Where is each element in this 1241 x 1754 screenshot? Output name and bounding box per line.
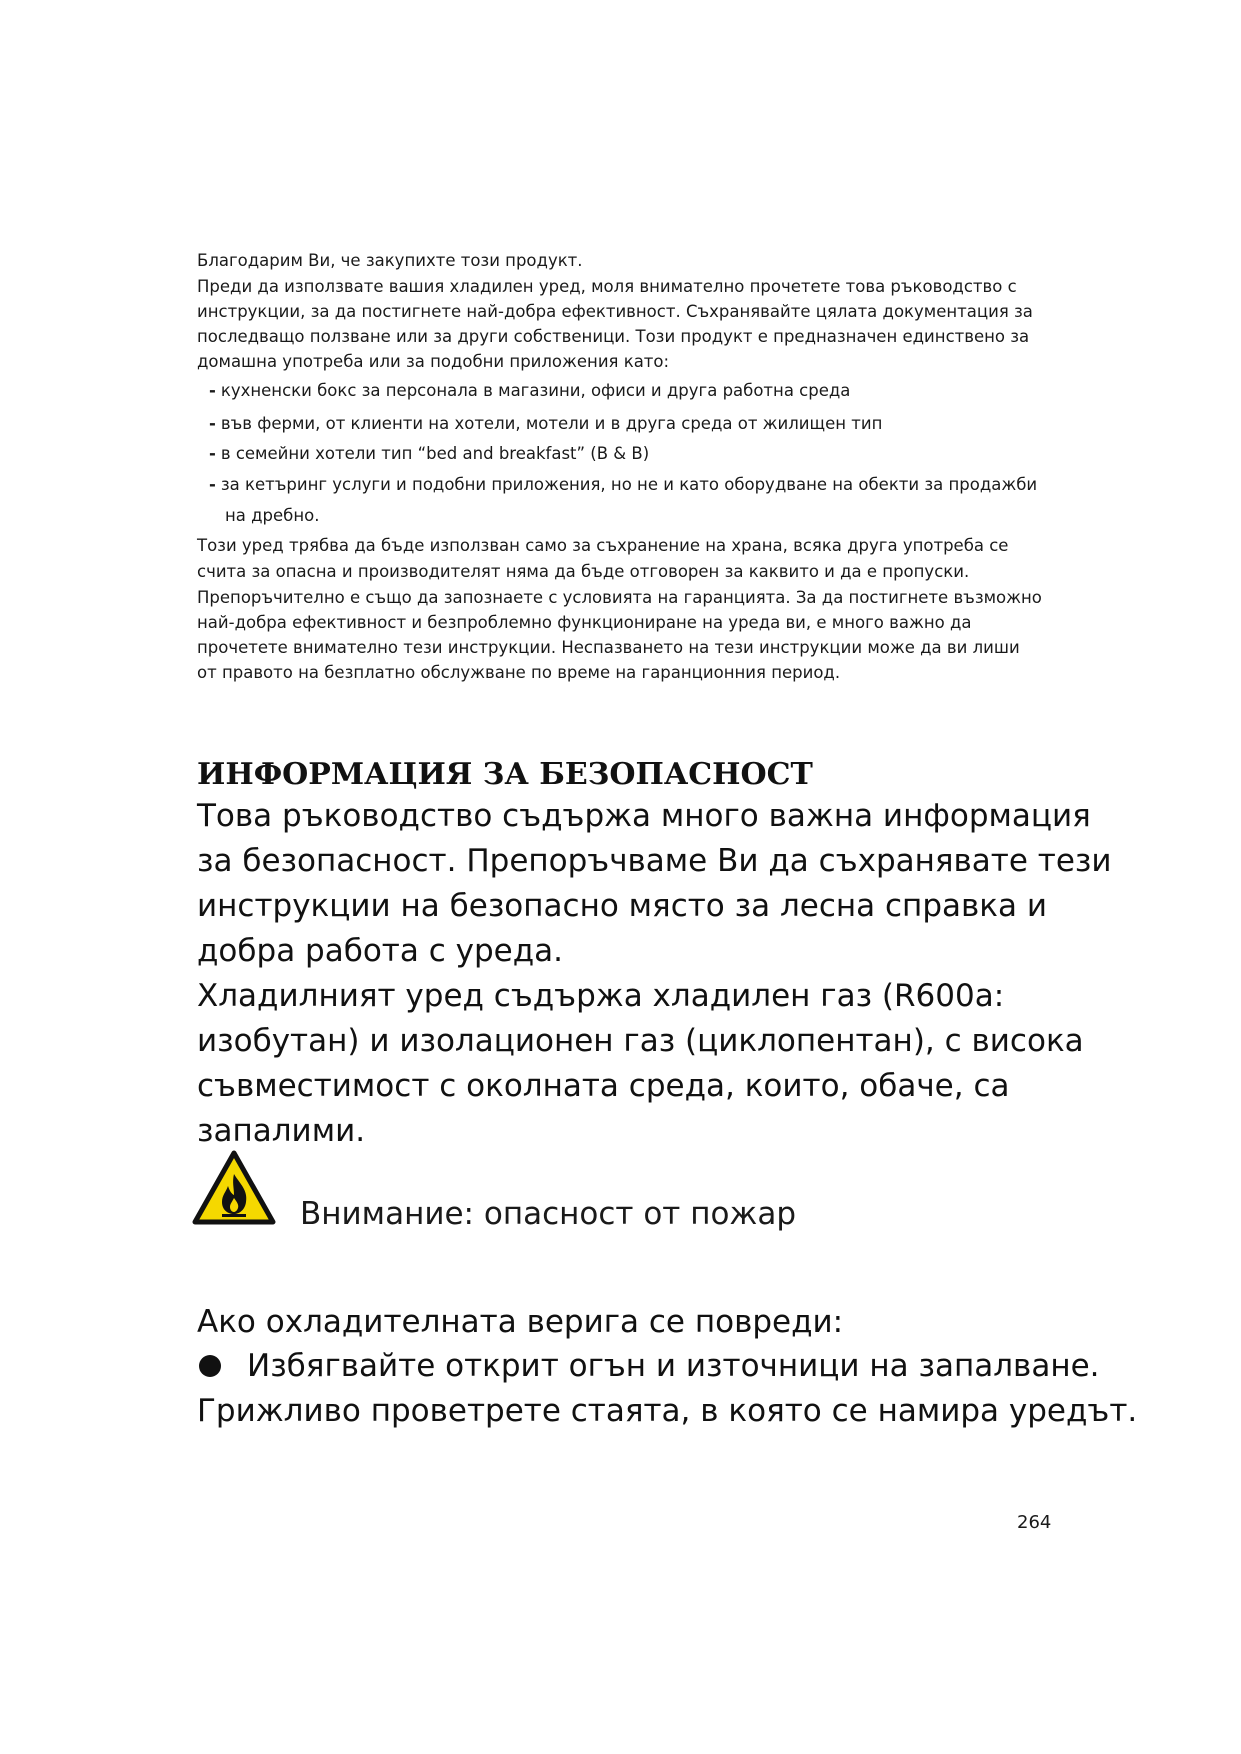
intro-thanks: Благодарим Ви, че закупихте този продукт. — [197, 251, 583, 270]
flammable-warning-icon — [192, 1150, 276, 1226]
intro-paragraph1-line: домашна употреба или за подобни приложения като: — [197, 352, 670, 371]
intro-paragraph2-line: най-добра ефективност и безпроблемно функциониране на уреда ви, е много важно да — [197, 613, 972, 632]
list-item-continuation: на дребно. — [225, 506, 320, 525]
intro-paragraph2-line: прочетете внимателно тези инструкции. Неспазването на тези инструкции може да ви лиши — [197, 638, 1020, 657]
bullet-dot-icon — [199, 1355, 221, 1377]
intro-paragraph2-line: Този уред трябва да бъде използван само за съхранение на храна, всяка друга употреба се — [197, 536, 1009, 555]
list-item — [209, 472, 1037, 498]
safety-text-line: запалими. — [197, 1113, 366, 1149]
damage-line: Грижливо проветрете стаята, в която се намира уредът. — [197, 1393, 1138, 1429]
intro-paragraph1-line: Преди да използвате вашия хладилен уред, моля внимателно прочетете това ръководство с — [197, 277, 1017, 296]
list-item-text: в семейни хотели тип “bed and breakfast” (B & B) — [220, 444, 650, 463]
dash-bullet-icon: - — [209, 381, 216, 400]
damage-bullet-text: Избягвайте открит огън и източници на запалване. — [247, 1348, 1100, 1384]
safety-text-line: съвместимост с околната среда, които, обаче, са — [197, 1068, 1010, 1104]
dash-bullet-icon: - — [209, 444, 216, 463]
safety-text-line: инструкции на безопасно място за лесна справка и — [197, 888, 1047, 924]
intro-paragraph2-line: от правото на безплатно обслужване по време на гаранционния период. — [197, 663, 841, 682]
warning-text: Внимание: опасност от пожар — [300, 1196, 797, 1232]
intro-paragraph2-line: Препоръчително е също да запознаете с условията на гаранцията. За да постигнете възможно — [197, 588, 1042, 607]
safety-text-line: за безопасност. Препоръчваме Ви да съхранявате тези — [197, 843, 1112, 879]
safety-text-line: Това ръководство съдържа много важна информация — [197, 798, 1091, 834]
safety-heading: ИНФОРМАЦИЯ ЗА БЕЗОПАСНОСТ — [197, 757, 813, 792]
safety-text-line: Хладилният уред съдържа хладилен газ (R600a: — [197, 978, 1005, 1014]
list-item — [209, 441, 649, 467]
safety-text-line: добра работа с уреда. — [197, 933, 563, 969]
list-item-text: кухненски бокс за персонала в магазини, офиси и друга работна среда — [220, 381, 851, 400]
intro-paragraph2-line: счита за опасна и производителят няма да бъде отговорен за каквито и да е пропуски. — [197, 562, 970, 581]
intro-paragraph1-line: последващо ползване или за други собственици. Този продукт е предназначен единствено за — [197, 327, 1030, 346]
safety-text-line: изобутан) и изолационен газ (циклопентан), с висока — [197, 1023, 1084, 1059]
list-item-text: във ферми, от клиенти на хотели, мотели и в друга среда от жилищен тип — [220, 414, 883, 433]
dash-bullet-icon: - — [209, 475, 216, 494]
list-item — [209, 378, 850, 404]
damage-intro: Ако охладителната верига се повреди: — [197, 1304, 844, 1340]
list-item — [209, 411, 882, 437]
dash-bullet-icon: - — [209, 414, 216, 433]
page-number: 264 — [1017, 1512, 1052, 1533]
list-item-text: за кетъринг услуги и подобни приложения, но не и като оборудване на обекти за продажби — [220, 475, 1038, 494]
intro-paragraph1-line: инструкции, за да постигнете най-добра ефективност. Съхранявайте цялата документация за — [197, 302, 1033, 321]
